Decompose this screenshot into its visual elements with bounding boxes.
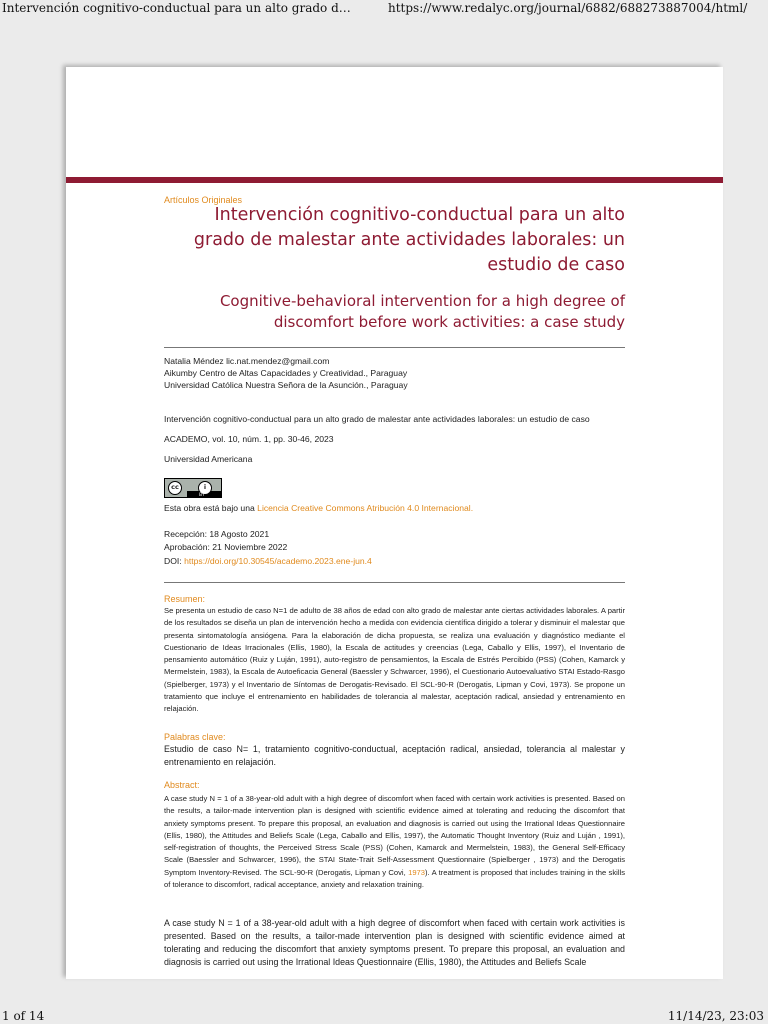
- section-label: Artículos Originales: [164, 195, 243, 205]
- print-page-url: https://www.redalyc.org/journal/6882/688273887004/html/: [388, 1, 748, 15]
- abstract-ref-link[interactable]: 1973: [408, 867, 425, 877]
- received-date: Recepción: 18 Agosto 2021: [164, 529, 270, 539]
- doi-link[interactable]: https://doi.org/10.30545/academo.2023.ene-jun.4: [184, 556, 372, 566]
- print-page-title: Intervención cognitivo-conductual para un alto grado d…: [2, 1, 351, 15]
- print-datetime: 11/14/23, 23:03: [667, 1009, 764, 1023]
- author-line: Natalia Méndez lic.nat.mendez@gmail.com: [164, 356, 330, 366]
- article-title-en: Cognitive-behavioral intervention for a high degree of discomfort before work activities: a case study: [219, 292, 625, 331]
- doi-line: [164, 555, 625, 567]
- creative-commons-badge-icon[interactable]: cc i BY: [164, 478, 222, 498]
- resumen-text: Se presenta un estudio de caso N=1 de adulto de 38 años de edad con alto grado de malestar ante ciertas actividades laborales. A partir de los resultados se diseña un plan de intervención hecho a medida con evidencia científica dirigido a tolerar y disminuir el malestar que presenta sintomatología ansiógena. Para la elaboración de dicha propuesta, se realiza una evaluación y diagnóstico mediante el Cuestionario de Ideas Irracionales (Ellis, 1980), la Escala de actitudes y creencias (Lega, Caballo y Ellis, 1997), el Inventario de pensamiento automático (Ruiz y Luján, 1991), auto-registro de pensamientos, la Escala de Estrés Percibido (PSS) (Cohen, Kamarck y Mermelstein, 1983), la Escala de Autoeficacia General (Baessler y Schwarcer, 1996), el Cuestionario Autoevaluativo STAI Estado-Rasgo (Spielberger, 1973) y el Inventario de Síntomas de Derogatis-Revisado. El SCL-90-R (Derogatis, Lipman y Covi, 1973). Se propone un tratamiento que incluye el entrenamiento en habilidades de tolerancia al malestar, aceptación radical, ansiedad y entrenamiento en relajación.: [164, 606, 625, 714]
- header-band: [66, 177, 723, 183]
- divider: [164, 582, 625, 583]
- article-title-es: Intervención cognitivo-conductual para un alto grado de malestar ante actividades laborales: un estudio de caso: [193, 205, 625, 275]
- abstract-text-end: ). A treatment is proposed that includes training in the skills of tolerance to discomfort, radical acceptance, anxiety and relaxation training.: [164, 867, 626, 890]
- divider: [164, 347, 625, 348]
- keywords-heading: Palabras clave:: [164, 732, 226, 742]
- license-line: [164, 502, 625, 514]
- affiliation-2: Universidad Católica Nuestra Señora de la Asunción., Paraguay: [164, 380, 408, 390]
- publisher: Universidad Americana: [164, 454, 253, 464]
- keywords-text: Estudio de caso N= 1, tratamiento cognitivo-conductual, aceptación radical, ansiedad, tolerancia al malestar y entrenamiento en relajación.: [164, 744, 625, 767]
- abstract-heading: Abstract:: [164, 780, 200, 790]
- affiliation-1: Aikumby Centro de Altas Capacidades y Creatividad., Paraguay: [164, 368, 408, 378]
- resumen-heading: Resumen:: [164, 594, 206, 604]
- approved-date: Aprobación: 21 Noviembre 2022: [164, 542, 288, 552]
- license-prefix: Esta obra está bajo una: [164, 503, 258, 513]
- body-paragraph: A case study N = 1 of a 38-year-old adult with a high degree of discomfort when faced with certain work activities is presented. Based on the results, a tailor-made intervention plan is designed with scientific evidence aimed at tolerating and reducing the discomfort that anxiety symptoms present. To prepare this proposal, an evaluation and diagnosis is carried out using the Irrational Ideas Questionnaire (Ellis, 1980), the Attitudes and Beliefs Scale: [164, 918, 625, 967]
- doi-label: DOI:: [164, 556, 185, 566]
- article-page: [66, 67, 723, 979]
- abstract-text: [164, 793, 625, 891]
- journal-info: ACADEMO, vol. 10, núm. 1, pp. 30-46, 2023: [164, 434, 334, 444]
- print-header: [0, 0, 768, 20]
- license-link[interactable]: Licencia Creative Commons Atribución 4.0 Internacional.: [257, 503, 474, 513]
- citation-title: Intervención cognitivo-conductual para un alto grado de malestar ante actividades laborales: un estudio de caso: [164, 414, 590, 424]
- print-footer: [0, 1009, 768, 1024]
- abstract-text-main: A case study N = 1 of a 38-year-old adult with a high degree of discomfort when faced with certain work activities is presented. Based on the results, a tailor-made intervention plan is designed with scientific evidence aimed at tolerating and reducing the discomfort that anxiety symptoms present. To prepare this proposal, an evaluation and diagnosis is carried out using the Irrational Ideas Questionnaire (Ellis, 1980), the Attitudes and Beliefs Scale (Lega, Caballo and Ellis, 1997), the Automatic Thought Inventory (Ruiz and Luján , 1991), self-registration of thoughts, the Perceived Stress Scale (PSS) (Cohen, Kamarck and Mermelstein, 1983), the General Self-Efficacy Scale (Baessler and Schwarcer, 1996), the STAI State-Trait Self-Assessment Questionnaire (Spielberger , 1973) and the Derogatis Symptom Inventory-Revised. The SCL-90-R (Derogatis, Lipman y Covi,: [164, 794, 625, 877]
- page-number: 1 of 14: [2, 1009, 45, 1023]
